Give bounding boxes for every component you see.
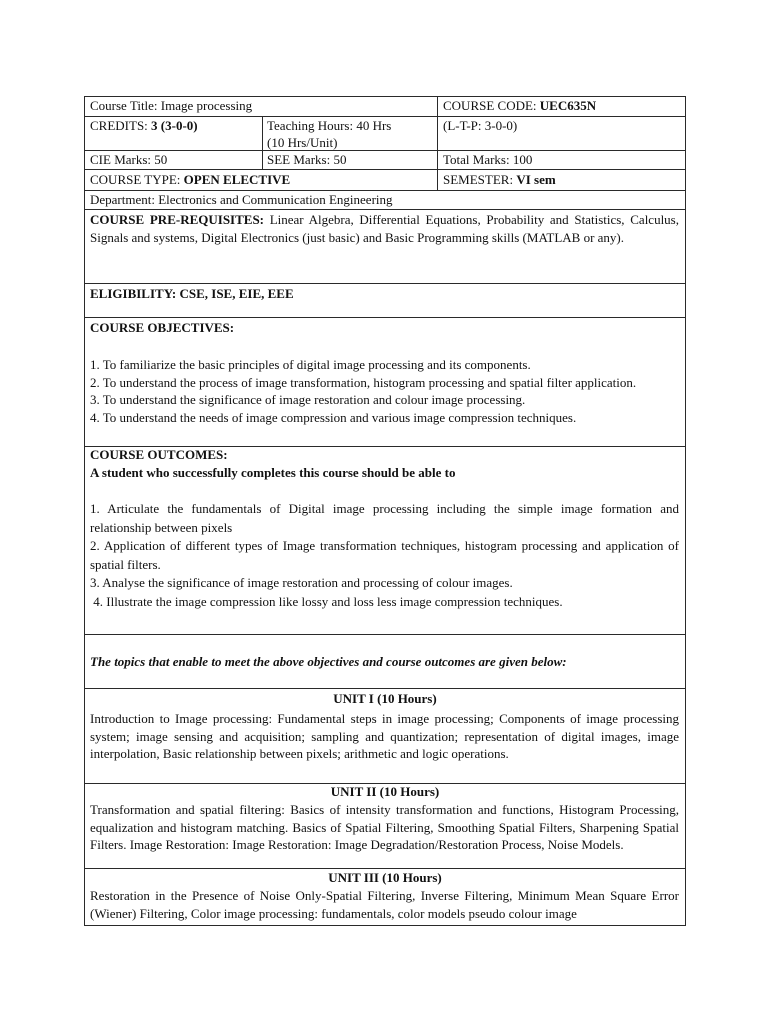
objective-item: 3. To understand the significance of image restoration and colour image processing. — [90, 392, 526, 407]
course-type: COURSE TYPE: OPEN ELECTIVE — [90, 172, 291, 187]
outcome-item: 1. Articulate the fundamentals of Digital image processing including the simple image formation and relationship between pixels — [90, 501, 679, 535]
cie-marks: CIE Marks: 50 — [90, 152, 168, 167]
see-marks: SEE Marks: 50 — [267, 152, 347, 167]
unit-3-title: UNIT III (10 Hours) — [328, 870, 442, 885]
objectives-heading: COURSE OBJECTIVES: — [90, 320, 235, 335]
outcomes-intro: A student who successfully completes this course should be able to — [90, 465, 456, 480]
prerequisites: COURSE PRE-REQUISITES: Linear Algebra, Differential Equations, Probability and Statistics, Calculus, Signals and systems, Digital Electronics (just basic) and Basic Programming skills (MATLAB or any). — [90, 212, 679, 245]
outcome-item: 4. Illustrate the image compression like lossy and loss less image compression techniques. — [90, 593, 563, 609]
teaching-hours: Teaching Hours: 40 Hrs (10 Hrs/Unit) — [267, 118, 392, 150]
outcome-item: 3. Analyse the significance of image restoration and processing of colour images. — [90, 575, 513, 590]
outcomes-heading: COURSE OUTCOMES: — [90, 447, 228, 462]
eligibility: ELIGIBILITY: CSE, ISE, EIE, EEE — [90, 286, 294, 301]
credits: CREDITS: 3 (3-0-0) — [90, 118, 198, 133]
department: Department: Electronics and Communication Engineering — [90, 192, 393, 207]
objective-item: 1. To familiarize the basic principles of digital image processing and its components. — [90, 357, 531, 372]
unit-1-content: Introduction to Image processing: Fundamental steps in image processing; Components of image processing system; image sensing and acquisition; sampling and quantization; representation of digital images, image interpolation, Basic relationship between pixels; arithmetic and logic operations. — [90, 711, 679, 761]
objective-item: 4. To understand the needs of image compression and various image compression techniques. — [90, 409, 577, 425]
outcomes-list — [90, 500, 679, 611]
unit-3-content: Restoration in the Presence of Noise Only-Spatial Filtering, Inverse Filtering, Minimum Mean Square Error (Wiener) Filtering, Color image processing: fundamentals, color models pseudo colour image — [90, 888, 679, 921]
unit-2-title: UNIT II (10 Hours) — [330, 784, 440, 799]
ltp: (L-T-P: 3-0-0) — [443, 118, 518, 133]
objectives-list — [90, 356, 679, 426]
semester: SEMESTER: VI sem — [443, 172, 556, 187]
course-code: COURSE CODE: UEC635N — [443, 98, 597, 113]
unit-1-title: UNIT I (10 Hours) — [333, 691, 437, 706]
outcome-item: 2. Application of different types of Image transformation techniques, histogram processing and application of spatial filters. — [90, 538, 679, 572]
unit-2-content: Transformation and spatial filtering: Basics of intensity transformation and functions, Histogram Processing, equalization and histogram matching. Basics of Spatial Filtering, Smoothing Spatial Filters, Sharpening Spatial Filters. Image Restoration: Image Restoration: Image Degradation/Restoration Process, Noise Models. — [90, 802, 679, 852]
topics-note: The topics that enable to meet the above objectives and course outcomes are given below: — [90, 654, 567, 669]
total-marks: Total Marks: 100 — [443, 152, 533, 167]
objective-item: 2. To understand the process of image transformation, histogram processing and spatial filter application. — [90, 374, 637, 390]
course-title: Course Title: Image processing — [90, 98, 253, 113]
